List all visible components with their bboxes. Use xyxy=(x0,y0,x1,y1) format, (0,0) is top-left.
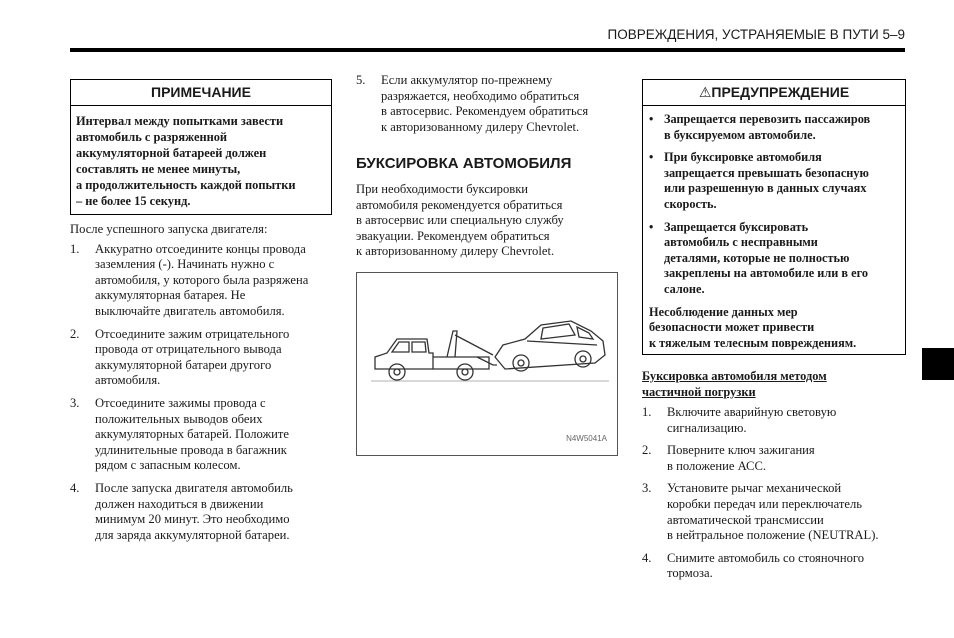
warning-heading-text: ПРЕДУПРЕЖДЕНИЕ xyxy=(711,84,850,100)
list-item: 4. Снимите автомобиль со стояночного тормоза. xyxy=(642,550,865,581)
note-line: автомобиль с разряженной xyxy=(76,130,228,144)
tow-truck-illustration xyxy=(357,273,617,455)
list-item: • Запрещается буксировать автомобиль с несправными деталями, которые не полностью закреплены на автомобиле или в его салоне. xyxy=(649,219,869,296)
warning-tail: Несоблюдение данных мер безопасности может привести к тяжелым телесным повреждениям. xyxy=(649,304,857,350)
steps-intro: После успешного запуска двигателя: xyxy=(70,222,268,236)
note-line: – не более 15 секунд. xyxy=(76,194,191,208)
list-item: • Запрещается перевозить пассажиров в буксируемом автомобиле. xyxy=(649,112,871,142)
warning-heading xyxy=(643,80,905,106)
step-five xyxy=(356,73,618,142)
towing-steps xyxy=(642,405,906,589)
list-item: 1. Включите аварийную световую сигнализацию. xyxy=(642,405,837,435)
note-line: составлять не менее минуты, xyxy=(76,162,241,176)
section-title: БУКСИРОВКА АВТОМОБИЛЯ xyxy=(356,155,572,172)
list-item: 3. Отсоедините зажимы провода с положительных выводов обеих аккумуляторных батарей. Положите удлинительные провода в багажник рядом с запасным колесом. xyxy=(70,395,290,473)
note-heading: ПРИМЕЧАНИЕ xyxy=(71,80,331,106)
jump-start-steps xyxy=(70,222,332,550)
note-box xyxy=(70,79,332,215)
note-line: Интервал между попытками завести xyxy=(76,114,284,128)
page-header-title: ПОВРЕЖДЕНИЯ, УСТРАНЯЕМЫЕ В ПУТИ 5–9 xyxy=(607,27,905,42)
list-item: 1. Аккуратно отсоедините концы провода заземления (-). Начинать нужно с автомобиля, у которого была разряжена аккумуляторная батарея. Не выключайте двигатель автомобиля. xyxy=(70,241,309,318)
tow-truck-figure xyxy=(356,272,618,456)
warning-triangle-icon: ⚠ xyxy=(698,84,712,100)
warning-body xyxy=(643,106,905,351)
sub-section-title: Буксировка автомобиля методом частичной погрузки xyxy=(642,369,827,399)
note-line: аккумуляторной батареей должен xyxy=(76,146,267,160)
list-item: • При буксировке автомобиля запрещается превышать безопасную или разрешенную в данных случаях скорость. xyxy=(649,150,869,211)
list-item: 2. Отсоедините зажим отрицательного провода от отрицательного вывода аккумуляторной батареи другого автомобиля. xyxy=(70,326,290,388)
warning-box xyxy=(642,79,906,355)
header-rule xyxy=(70,48,905,52)
list-item: 4. После запуска двигателя автомобиль должен находиться в движении минимум 20 минут. Это необходимо для заряда аккумуляторной батареи. xyxy=(70,480,293,542)
list-item: 5. Если аккумулятор по-прежнему разряжается, необходимо обратиться в автосервис. Рекомендуем обратиться к авторизованному дилеру Chevrolet. xyxy=(356,73,589,134)
list-item: 2. Поверните ключ зажигания в положение АСС. xyxy=(642,443,815,473)
note-line: а продолжительность каждой попытки xyxy=(76,178,296,192)
towing-paragraph: При необходимости буксировки автомобиля рекомендуется обратиться в автосервис или специальную службу эвакуации. Рекомендуем обратиться к авторизованному дилеру Chevrolet. xyxy=(356,182,564,259)
list-item: 3. Установите рычаг механической коробки передач или переключатель автоматической трансмиссии в нейтральное положение (NEUTRAL). xyxy=(642,481,879,543)
chapter-tab-marker xyxy=(922,348,954,380)
figure-code: N4W5041A xyxy=(566,434,607,443)
note-body xyxy=(71,106,331,209)
